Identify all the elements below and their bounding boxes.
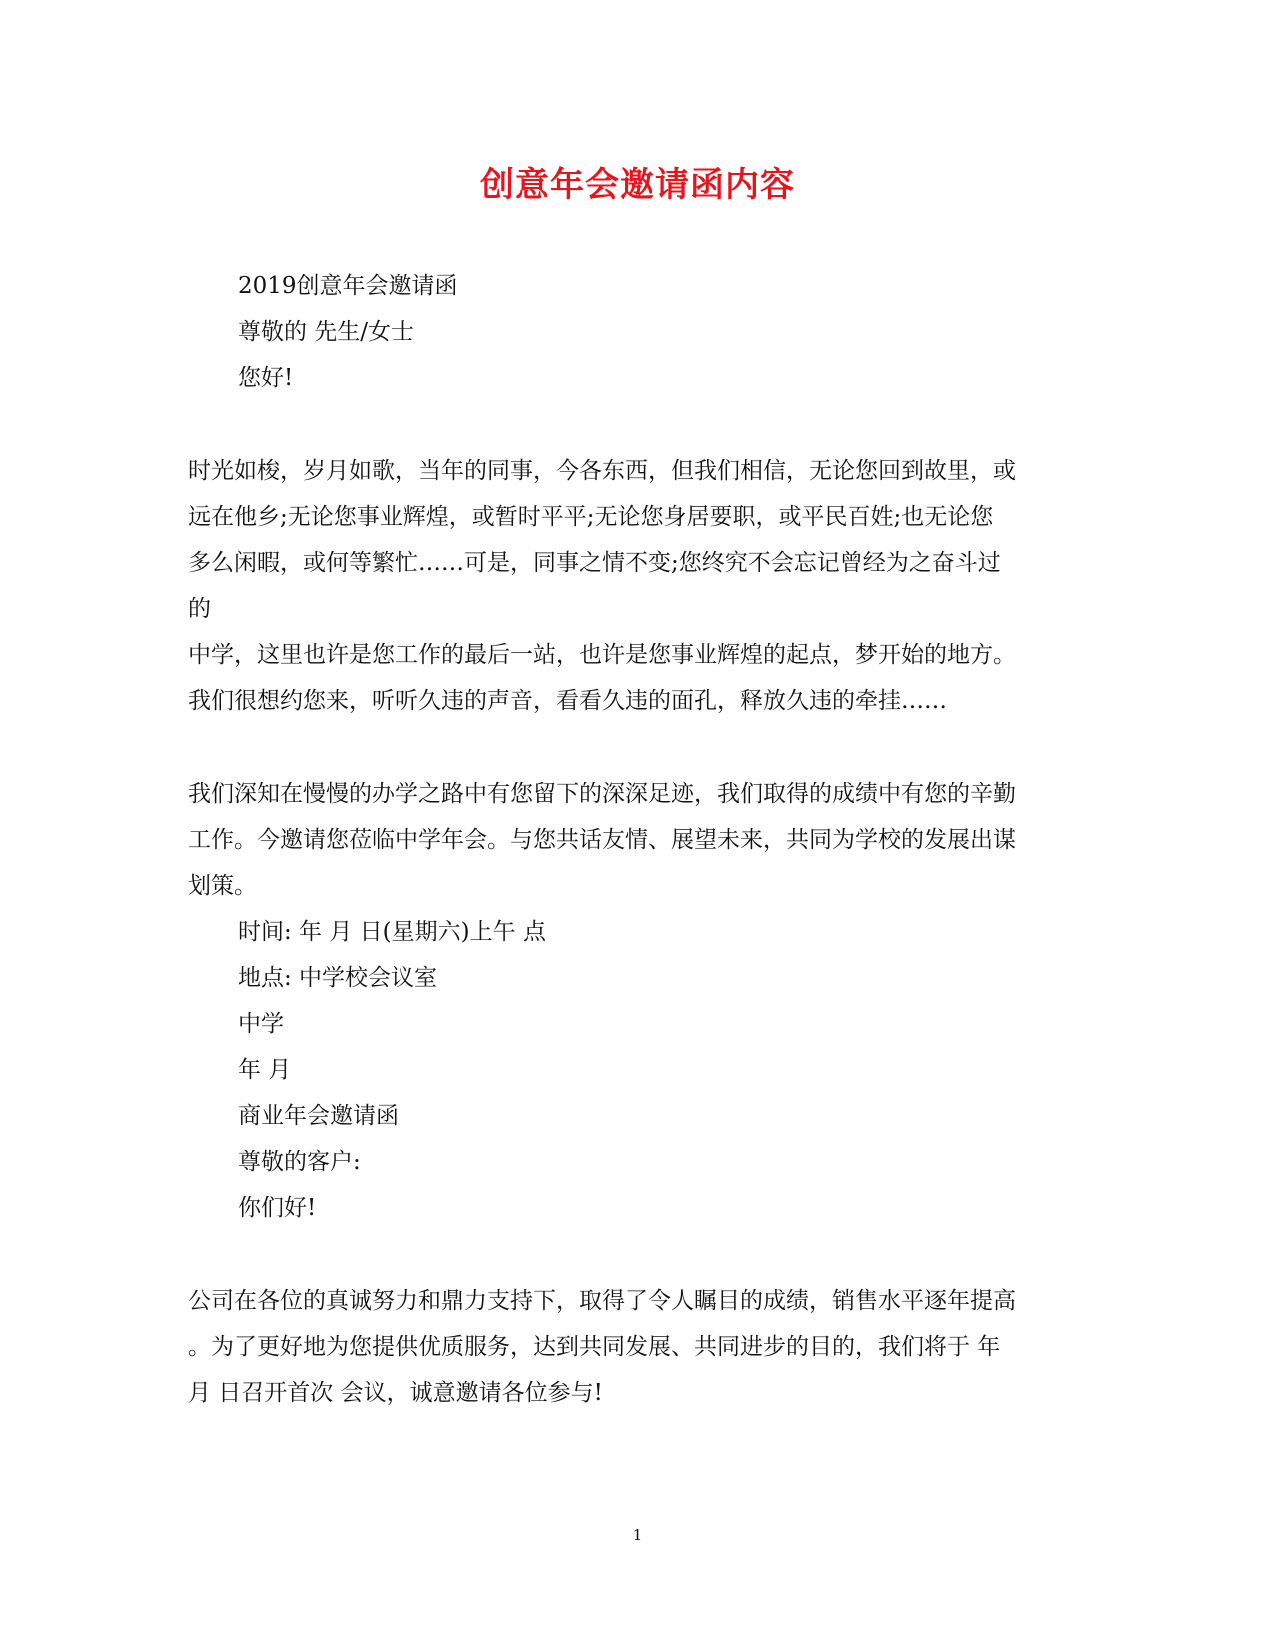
paragraph-line: 工作。今邀请您莅临中学年会。与您共话友情、展望未来，共同为学校的发展出谋 xyxy=(188,827,1016,853)
page-title: 创意年会邀请函内容 xyxy=(480,165,795,205)
letter2-salutation: 尊敬的客户: xyxy=(238,1149,361,1175)
paragraph-line: 多么闲暇，或何等繁忙……可是，同事之情不变;您终究不会忘记曾经为之奋斗过 xyxy=(188,550,1001,576)
paragraph-line: 划策。 xyxy=(188,873,257,899)
paragraph-line: 中学，这里也许是您工作的最后一站，也许是您事业辉煌的起点，梦开始的地方。 xyxy=(188,642,1016,668)
letter2-heading: 商业年会邀请函 xyxy=(238,1103,399,1129)
page-number: 1 xyxy=(632,1526,643,1544)
paragraph-line: 的 xyxy=(188,596,211,622)
paragraph-line: 月 日召开首次 会议，诚意邀请各位参与! xyxy=(188,1380,603,1406)
paragraph-line: 时光如梭，岁月如歌，当年的同事，今各东西，但我们相信，无论您回到故里，或 xyxy=(188,458,1016,484)
event-place: 地点: 中学校会议室 xyxy=(238,965,438,991)
letter1-greeting: 您好! xyxy=(238,365,294,391)
letter1-salutation: 尊敬的 先生/女士 xyxy=(238,319,415,345)
letter2-greeting: 你们好! xyxy=(238,1195,317,1221)
event-time: 时间: 年 月 日(星期六)上午 点 xyxy=(238,919,546,945)
paragraph-line: 远在他乡;无论您事业辉煌，或暂时平平;无论您身居要职，或平民百姓;也无论您 xyxy=(188,504,994,530)
signature-date: 年 月 xyxy=(238,1057,292,1083)
paragraph-line: 我们深知在慢慢的办学之路中有您留下的深深足迹，我们取得的成绩中有您的辛勤 xyxy=(188,781,1016,807)
signature: 中学 xyxy=(238,1011,284,1037)
paragraph-line: 公司在各位的真诚努力和鼎力支持下，取得了令人瞩目的成绩，销售水平逐年提高 xyxy=(188,1288,1016,1314)
paragraph-line: 我们很想约您来，听听久违的声音，看看久违的面孔，释放久违的牵挂…… xyxy=(188,688,947,714)
letter1-heading: 2019创意年会邀请函 xyxy=(238,273,458,299)
paragraph-line: 。为了更好地为您提供优质服务，达到共同发展、共同进步的目的，我们将于 年 xyxy=(188,1334,1001,1360)
